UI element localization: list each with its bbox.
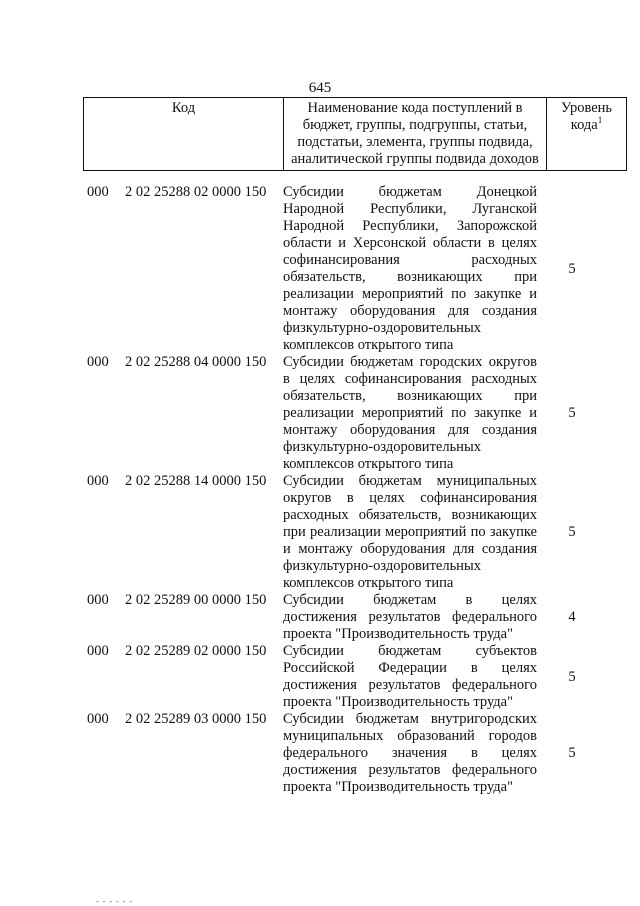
code-level: 4 [568, 609, 576, 625]
header-level: Уровень кода$^1$ [547, 98, 627, 171]
scan-marks: - - - - - - [96, 897, 133, 906]
code-level: 5 [568, 405, 576, 421]
table-row [83, 354, 611, 473]
admin-code: 000 [87, 711, 109, 727]
code-level: 5 [568, 524, 576, 540]
code-level: 5 [568, 745, 576, 761]
revenue-name: Субсидии бюджетам внутригородских муниципальных образований городов федерального значения в целях достижения результатов федерального проекта "Производительность труда" [283, 711, 537, 795]
revenue-code: 2 02 25288 04 0000 150 [125, 354, 267, 370]
code-level: 5 [568, 260, 576, 277]
table-body [83, 184, 611, 796]
admin-code: 000 [87, 592, 109, 608]
admin-code: 000 [87, 473, 109, 489]
table-row [83, 711, 611, 796]
revenue-code: 2 02 25289 02 0000 150 [125, 643, 267, 659]
revenue-name: Субсидии бюджетам субъектов Российской Федерации в целях достижения результатов федерального проекта "Производительность труда" [283, 643, 537, 710]
level-footnote-marker: 1 [597, 115, 603, 126]
header-code: Код [84, 98, 284, 171]
code-level: 5 [568, 668, 576, 685]
table-row [83, 643, 611, 711]
revenue-code: 2 02 25289 00 0000 150 [125, 592, 267, 608]
revenue-code: 2 02 25288 14 0000 150 [125, 473, 267, 489]
revenue-name: Субсидии бюджетам городских округов в целях софинансирования расходных обязательств, возникающих при реализации мероприятий по закупке и монтажу оборудования для создания физкультурно-оздоровительных комплексов открытого типа [283, 354, 537, 472]
revenue-code: 2 02 25288 02 0000 150 [125, 184, 267, 200]
revenue-name: Субсидии бюджетам Донецкой Народной Республики, Луганской Народной Республики, Запорожской области и Херсонской области в целях софинансирования расходных обязательств, возникающих при реализации мероприятий по закупке и монтажу оборудования для создания физкультурно-оздоровительных комплексов открытого типа [283, 184, 537, 353]
table-row [83, 473, 611, 592]
table-row [83, 592, 611, 643]
revenue-code: 2 02 25289 03 0000 150 [125, 711, 267, 727]
table-header [83, 97, 627, 171]
revenue-name: Субсидии бюджетам в целях достижения результатов федерального проекта "Производительность труда" [283, 592, 537, 642]
header-name: Наименование кода поступлений в бюджет, группы, подгруппы, статьи, подстатьи, элемента, группы подвида, аналитической группы подвида доходов [284, 98, 547, 171]
page-number: 645 [308, 80, 332, 96]
admin-code: 000 [87, 643, 109, 659]
table-row [83, 184, 611, 354]
admin-code: 000 [87, 184, 109, 200]
revenue-name: Субсидии бюджетам муниципальных округов в целях софинансирования расходных обязательств, возникающих при реализации мероприятий по закупке и монтажу оборудования для создания физкультурно-оздоровительных комплексов открытого типа [283, 473, 537, 591]
admin-code: 000 [87, 354, 109, 370]
